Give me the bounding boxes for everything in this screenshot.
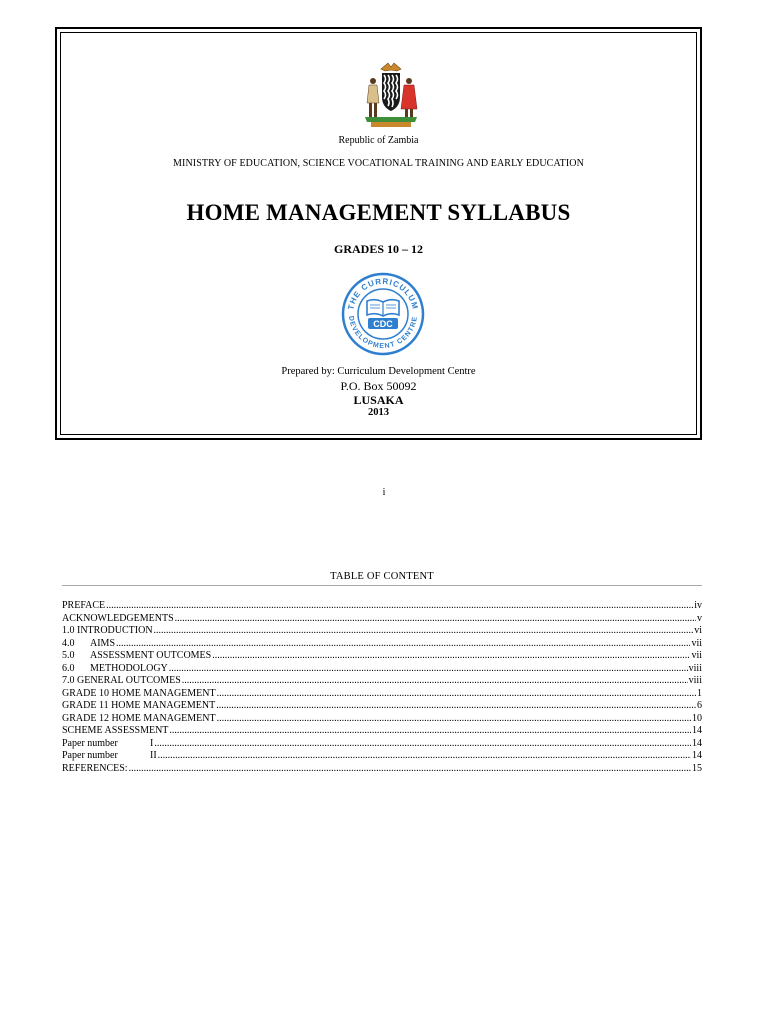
toc-leader-dots [175,613,696,626]
toc-entry-page: viii [688,662,702,674]
grades-label: GRADES 10 – 12 [333,242,423,256]
toc-leader-dots [158,750,691,763]
cdc-ring-bottom-text: DEVELOPMENT CENTRE [346,315,420,351]
toc-entry-aims[interactable] [62,638,702,651]
toc-entry-page: 15 [692,762,702,774]
toc-entry-label: GRADE 11 HOME MANAGEMENT [62,700,216,711]
toc-entry-page: v [697,612,702,624]
republic-label: Republic of Zambia [338,135,419,146]
toc-entry-prefix: Paper number [62,737,118,749]
po-box-label: P.O. Box 50092 [340,379,417,393]
toc-entry-label: GRADE 10 HOME MANAGEMENT [62,687,216,699]
toc-leader-dots [216,700,696,713]
zambia-coat-of-arms-icon [357,59,425,129]
toc-entry-label: REFERENCES: [62,762,128,774]
toc-divider [62,585,702,586]
toc-entry-number: 4.0 [62,637,75,649]
toc-entry-page: vii [691,650,702,661]
table-of-contents [62,600,702,775]
cdc-center-text: CDC [373,319,393,329]
toc-leader-dots [129,763,691,776]
toc-entry-scheme-assessment[interactable] [62,725,702,738]
toc-entry-page: iv [694,600,702,611]
toc-entry-references[interactable] [62,763,702,776]
toc-entry-label: PREFACE [62,600,106,611]
toc-entry-preface[interactable] [62,600,702,613]
toc-entry-label: ACKNOWLEDGEMENTS [62,612,174,624]
cover-inner-frame [60,32,697,435]
page-number: i [382,487,386,498]
toc-entry-page: 14 [692,725,702,736]
toc-heading: TABLE OF CONTENT [330,571,434,582]
toc-entry-prefix: Paper number [62,750,118,761]
cdc-logo-icon [340,271,426,357]
toc-entry-label: AIMS [90,637,116,649]
toc-entry-page: 6 [697,700,702,711]
toc-entry-label-wrap [62,663,168,676]
toc-entry-assessment-outcomes[interactable] [62,650,702,663]
toc-entry-label-wrap [62,738,153,751]
toc-entry-label: GRADE 12 HOME MANAGEMENT [62,712,216,724]
toc-entry-page: vi [694,625,702,636]
toc-entry-general-outcomes[interactable] [62,675,702,688]
toc-entry-page: vii [691,637,702,649]
toc-entry-number: 6.0 [62,662,75,674]
toc-entry-label-wrap [62,650,211,663]
toc-leader-dots [169,725,691,738]
toc-entry-grade-12[interactable] [62,713,702,726]
toc-entry-page: 14 [692,750,702,761]
toc-entry-label-wrap [62,750,157,763]
toc-leader-dots [106,600,693,613]
toc-entry-label: 7.0 GENERAL OUTCOMES [62,675,181,686]
ministry-label: MINISTRY OF EDUCATION, SCIENCE VOCATIONAL TRAINING AND EARLY EDUCATION [173,158,584,169]
cover-frame [55,27,702,440]
toc-entry-label: I [150,737,154,749]
toc-entry-grade-10[interactable] [62,688,702,701]
document-title: HOME MANAGEMENT SYLLABUS [186,200,571,225]
toc-entry-paper-1[interactable] [62,738,702,751]
toc-leader-dots [182,675,688,688]
toc-leader-dots [212,650,690,663]
toc-entry-label: ASSESSMENT OUTCOMES [90,650,212,661]
cdc-ring-top-text: THE CURRICULUM [346,276,420,311]
prepared-by-label: Prepared by: Curriculum Development Centre [281,366,476,377]
toc-entry-grade-11[interactable] [62,700,702,713]
toc-entry-label: II [150,750,157,761]
toc-leader-dots [154,625,694,638]
city-label: LUSAKA [353,393,404,407]
toc-leader-dots [217,713,691,726]
toc-leader-dots [217,688,696,701]
toc-entry-page: viii [688,675,702,686]
toc-entry-introduction[interactable] [62,625,702,638]
toc-leader-dots [116,638,690,651]
toc-entry-label: 1.0 INTRODUCTION [62,625,153,636]
toc-entry-page: 10 [692,712,702,724]
toc-entry-label: METHODOLOGY [90,662,168,674]
toc-entry-methodology[interactable] [62,663,702,676]
toc-entry-acknowledgements[interactable] [62,613,702,626]
toc-entry-number: 5.0 [62,650,75,661]
toc-entry-paper-2[interactable] [62,750,702,763]
toc-entry-page: 14 [692,737,702,749]
toc-entry-page: 1 [697,687,702,699]
toc-entry-label: SCHEME ASSESSMENT [62,725,169,736]
toc-leader-dots [169,663,688,676]
toc-entry-label-wrap [62,638,115,651]
year-label: 2013 [368,407,389,418]
toc-leader-dots [154,738,691,751]
